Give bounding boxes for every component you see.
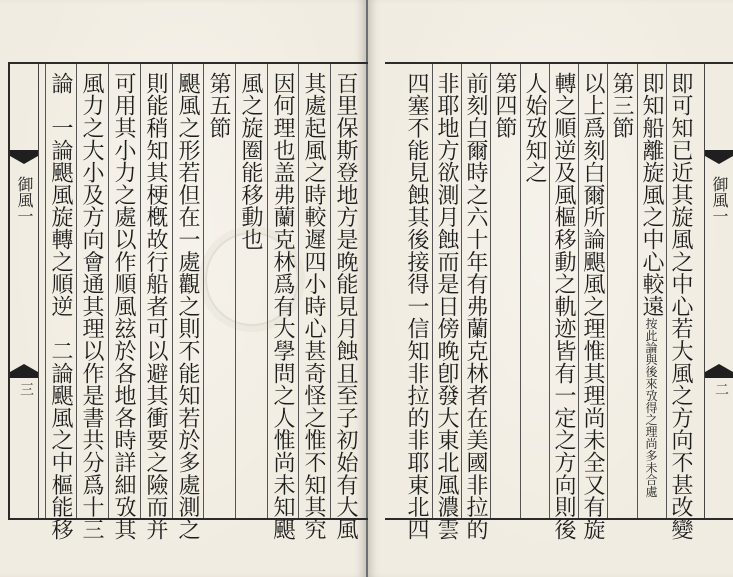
column-text: 其處起風之時較遲四小時心甚奇怪之惟不知其究: [301, 72, 326, 541]
column-rule: [330, 64, 331, 518]
column-text: 百里保斯登地方是晚能見月蝕且至子初始有大風: [333, 72, 358, 541]
column-text: 風力之大小及方向會通其理以作是書共分爲十三: [79, 72, 104, 541]
column-rule: [637, 64, 638, 518]
column-rule: [140, 64, 141, 518]
column-text: 轉之順逆及風樞移動之軌迹皆有一定之方向則後: [551, 72, 576, 541]
column-rule: [549, 64, 550, 518]
column-text: 風之旋圈能移動也: [238, 72, 263, 251]
text-column: [521, 72, 548, 184]
banxin-title: 御風一: [15, 176, 34, 224]
column-rule: [578, 64, 579, 518]
column-rule: [666, 64, 667, 518]
column-text: 可用其小力之處以作順風玆於各地各時詳細攷其: [111, 72, 136, 541]
left-page: [0, 0, 366, 577]
text-column: [110, 72, 137, 540]
banxin-page-number: 三: [18, 382, 34, 396]
banxin-page-number: 二: [713, 382, 729, 396]
text-column: [579, 72, 606, 540]
fish-tail-lower-mark: [705, 364, 733, 378]
column-text: 論 一論颶風旋轉之順逆 二論颶風之中樞能移: [48, 72, 73, 541]
column-rule: [203, 64, 204, 518]
fish-tail-upper-mark: [705, 150, 733, 164]
banxin-title: 御風一: [710, 176, 729, 224]
text-column: [205, 72, 232, 139]
column-text: 即知船離旋風之中心較遠: [639, 72, 664, 318]
right-page-frame: [385, 62, 733, 541]
text-column: [462, 72, 489, 540]
column-text: 四塞不能見蝕其後接得一信知非拉的非耶東北四: [404, 72, 429, 541]
column-rule: [490, 64, 491, 518]
column-text: 人始攷知之: [522, 72, 547, 184]
fish-tail-upper-mark: [10, 150, 38, 164]
text-column: [237, 72, 264, 250]
column-text: 前刻白爾時之六十年有弗蘭克林者在美國非拉的: [463, 72, 488, 541]
column-rule: [607, 64, 608, 518]
column-text: 即可知已近其旋風之中心若大風之方向不甚改變: [668, 72, 693, 541]
text-column: [491, 72, 518, 139]
column-text: 非耶地方欲測月蝕而是日傍晚卽發大東北風濃雲: [434, 72, 459, 541]
column-rule: [298, 64, 299, 518]
column-text: 以上爲刻白爾所論颶風之理惟其理尚未全又有旋: [580, 72, 605, 541]
column-rule: [108, 64, 109, 518]
text-column: [142, 72, 169, 540]
column-text: 第五節: [206, 72, 231, 139]
text-column: [608, 72, 635, 139]
text-column: [638, 72, 665, 497]
text-column: [332, 72, 359, 540]
left-banxin: [10, 64, 39, 518]
text-column: [550, 72, 577, 540]
column-rule: [461, 64, 462, 518]
column-text: 第三節: [609, 72, 634, 139]
text-column: [174, 72, 201, 540]
column-text: 第四節: [492, 72, 517, 139]
right-page: [368, 0, 733, 577]
column-rule: [45, 64, 46, 518]
right-banxin: [704, 64, 733, 518]
column-rule: [76, 64, 77, 518]
fish-tail-lower-mark: [10, 364, 38, 378]
faded-seal-mark: [205, 232, 299, 326]
text-column: [403, 72, 430, 540]
column-text: 則能稍知其梗槪故行船者可以避其衝要之險而并: [143, 72, 168, 541]
text-column: [300, 72, 327, 540]
text-column: [433, 72, 460, 540]
text-column: [47, 72, 74, 540]
annotation-text: 按此論與後來攷得之理尚多未合處: [644, 317, 658, 498]
text-column: [667, 72, 694, 540]
column-text: 因何理也盖弗蘭克林爲有大學問之人惟尚未知颶: [270, 72, 295, 541]
text-column: [78, 72, 105, 540]
column-rule: [172, 64, 173, 518]
column-text: 颶風之形若但在一處觀之則不能知若於多處測之: [175, 72, 200, 541]
column-rule: [520, 64, 521, 518]
left-page-frame: [8, 62, 368, 541]
column-rule: [432, 64, 433, 518]
